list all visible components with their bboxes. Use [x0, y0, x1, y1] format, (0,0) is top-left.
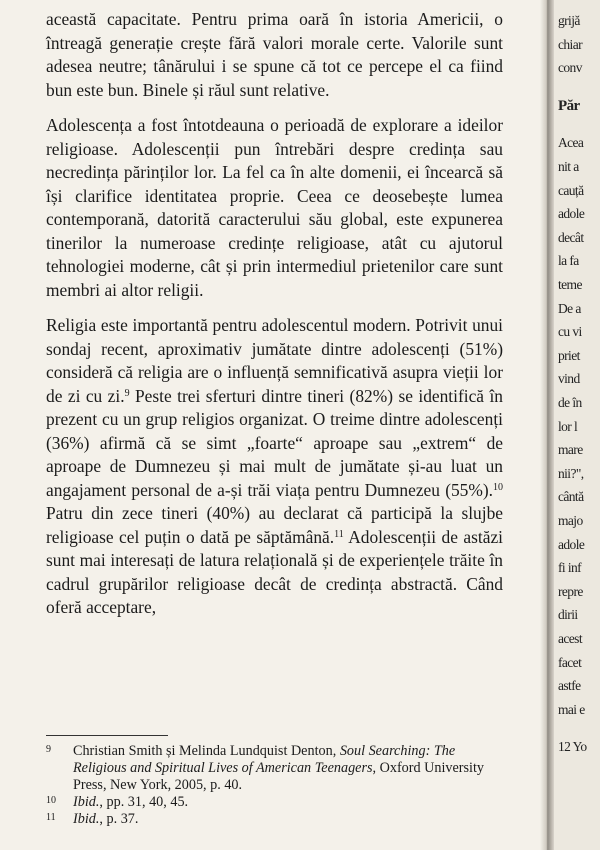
footnote — [46, 794, 503, 811]
next-page-line: dirii — [558, 607, 578, 623]
next-page-line: vind — [558, 371, 580, 387]
paragraph-text: Adolescența a fost întotdeauna o perioadă de explorare a ideilor religioase. Adolescenții pun întrebări despre credința sau necredința părinților lor. La fel ca în alte domenii, ei încearcă să își clarifice identitatea proprie. Ceea ce deosebește lumea contemporană, datorită caracterului său global, este expunerea tinerilor la numeroase credințe religioase, atât cu ajutorul tehnologiei moderne, cât și prin intermediul prietenilor care sunt membri ai altor religii. — [46, 115, 503, 300]
next-page-line: fi inf — [558, 560, 582, 576]
next-page-line: adole — [558, 536, 585, 552]
footnote-citation: Christian Smith și Melinda Lundquist Denton, — [73, 743, 340, 759]
next-page-line: cântă — [558, 489, 584, 505]
footnotes — [46, 743, 503, 828]
footnote-citation: , Oxford University Press, New York, 2005, p. 40. — [73, 760, 485, 793]
footnote-marker: 11 — [334, 528, 344, 540]
paragraph-text: Peste trei sferturi dintre tineri (82%) se identifică în prezent cu un grup religios organizat. O treime dintre adolescenți (36%) afirmă că se simt „foarte“ aproape sau „extrem“ de aproape de Dumnezeu și mai mult de jumătate și-au luat un angajament personal de a-și trăi viața pentru Dumnezeu (55%). — [46, 385, 503, 500]
next-page-line: lor l — [558, 418, 578, 434]
paragraph-text: Patru din zece tineri (40%) au declarat că participă la slujbe religioase cel puțin o dată pe săptămână. — [46, 503, 503, 547]
footnote-text — [73, 743, 503, 794]
next-page-line: de în — [558, 395, 582, 410]
footnote-marker: 9 — [124, 387, 130, 399]
footnote-title: Ibid. — [73, 794, 100, 810]
book-gutter — [540, 0, 554, 850]
next-page-line: la fa — [558, 253, 579, 269]
next-page-line: astfe — [558, 678, 581, 694]
next-page-line: priet — [558, 347, 580, 363]
paragraph — [46, 8, 503, 102]
footnote-citation: , p. 37. — [99, 811, 139, 827]
next-page-heading: Păr — [558, 97, 580, 114]
next-page-line: grijă — [558, 13, 580, 28]
footnote — [46, 743, 503, 794]
footnote-number: 10 — [46, 795, 56, 806]
next-page-line: conv — [558, 60, 582, 76]
footnote-text — [73, 811, 503, 828]
footnote — [46, 811, 503, 828]
footnote-marker: 10 — [493, 481, 503, 493]
paragraph-text: Religia este importantă pentru adolescentul modern. Potrivit unui sondaj recent, aproximativ jumătate dintre adolescenți (51%) consideră că religia are o influență semnificativă asupra vieții lor de zi cu zi. — [46, 315, 503, 406]
next-page-line: mai e — [558, 701, 585, 717]
paragraph-text: această capacitate. Pentru prima oară în istoria Americii, o întreagă generație crește fără valori morale certe. Valorile sunt adesea neutre; tânărului i se spune că tot ce percepe el ca fiind bun este bun. Binele și răul sunt relative. — [46, 9, 503, 100]
footnote-number: 9 — [46, 744, 51, 755]
paragraph — [46, 114, 503, 302]
footnote-rule — [46, 735, 168, 736]
paragraph-text: Adolescenții de astăzi sunt mai interesați de latura relațională și de experiențele trăite în cadrul grupărilor religioase decât de credința abstractă. Când oferă acceptare, — [46, 526, 503, 617]
next-page-line: facet — [558, 654, 582, 670]
next-page-line: chiar — [558, 36, 582, 52]
next-page-line: nii?", — [558, 465, 584, 481]
footnote-number: 11 — [46, 812, 56, 823]
next-page-line: De a — [558, 300, 581, 316]
footnote-title: Ibid. — [73, 811, 100, 827]
next-page-line: 12 Yo — [558, 739, 587, 755]
next-page-line: repre — [558, 583, 583, 599]
next-page-line: mare — [558, 442, 583, 458]
paragraph — [46, 314, 503, 620]
next-page-line: teme — [558, 277, 582, 292]
footnote-citation: , pp. 31, 40, 45. — [99, 794, 189, 810]
body-text — [46, 8, 503, 620]
footnote-title: Soul Searching: The Religious and Spiritual Lives of American Teenagers — [73, 743, 456, 776]
next-page-edge — [554, 0, 600, 850]
next-page-line: majo — [558, 513, 583, 528]
next-page-line: cauță — [558, 182, 584, 198]
next-page-line: cu vi — [558, 324, 582, 340]
next-page-line: adole — [558, 206, 585, 222]
next-page-line: nit a — [558, 159, 579, 174]
next-page-line: acest — [558, 631, 582, 646]
footnote-text — [73, 794, 503, 811]
next-page-line: decât — [558, 229, 584, 245]
next-page-line: Acea — [558, 135, 584, 151]
